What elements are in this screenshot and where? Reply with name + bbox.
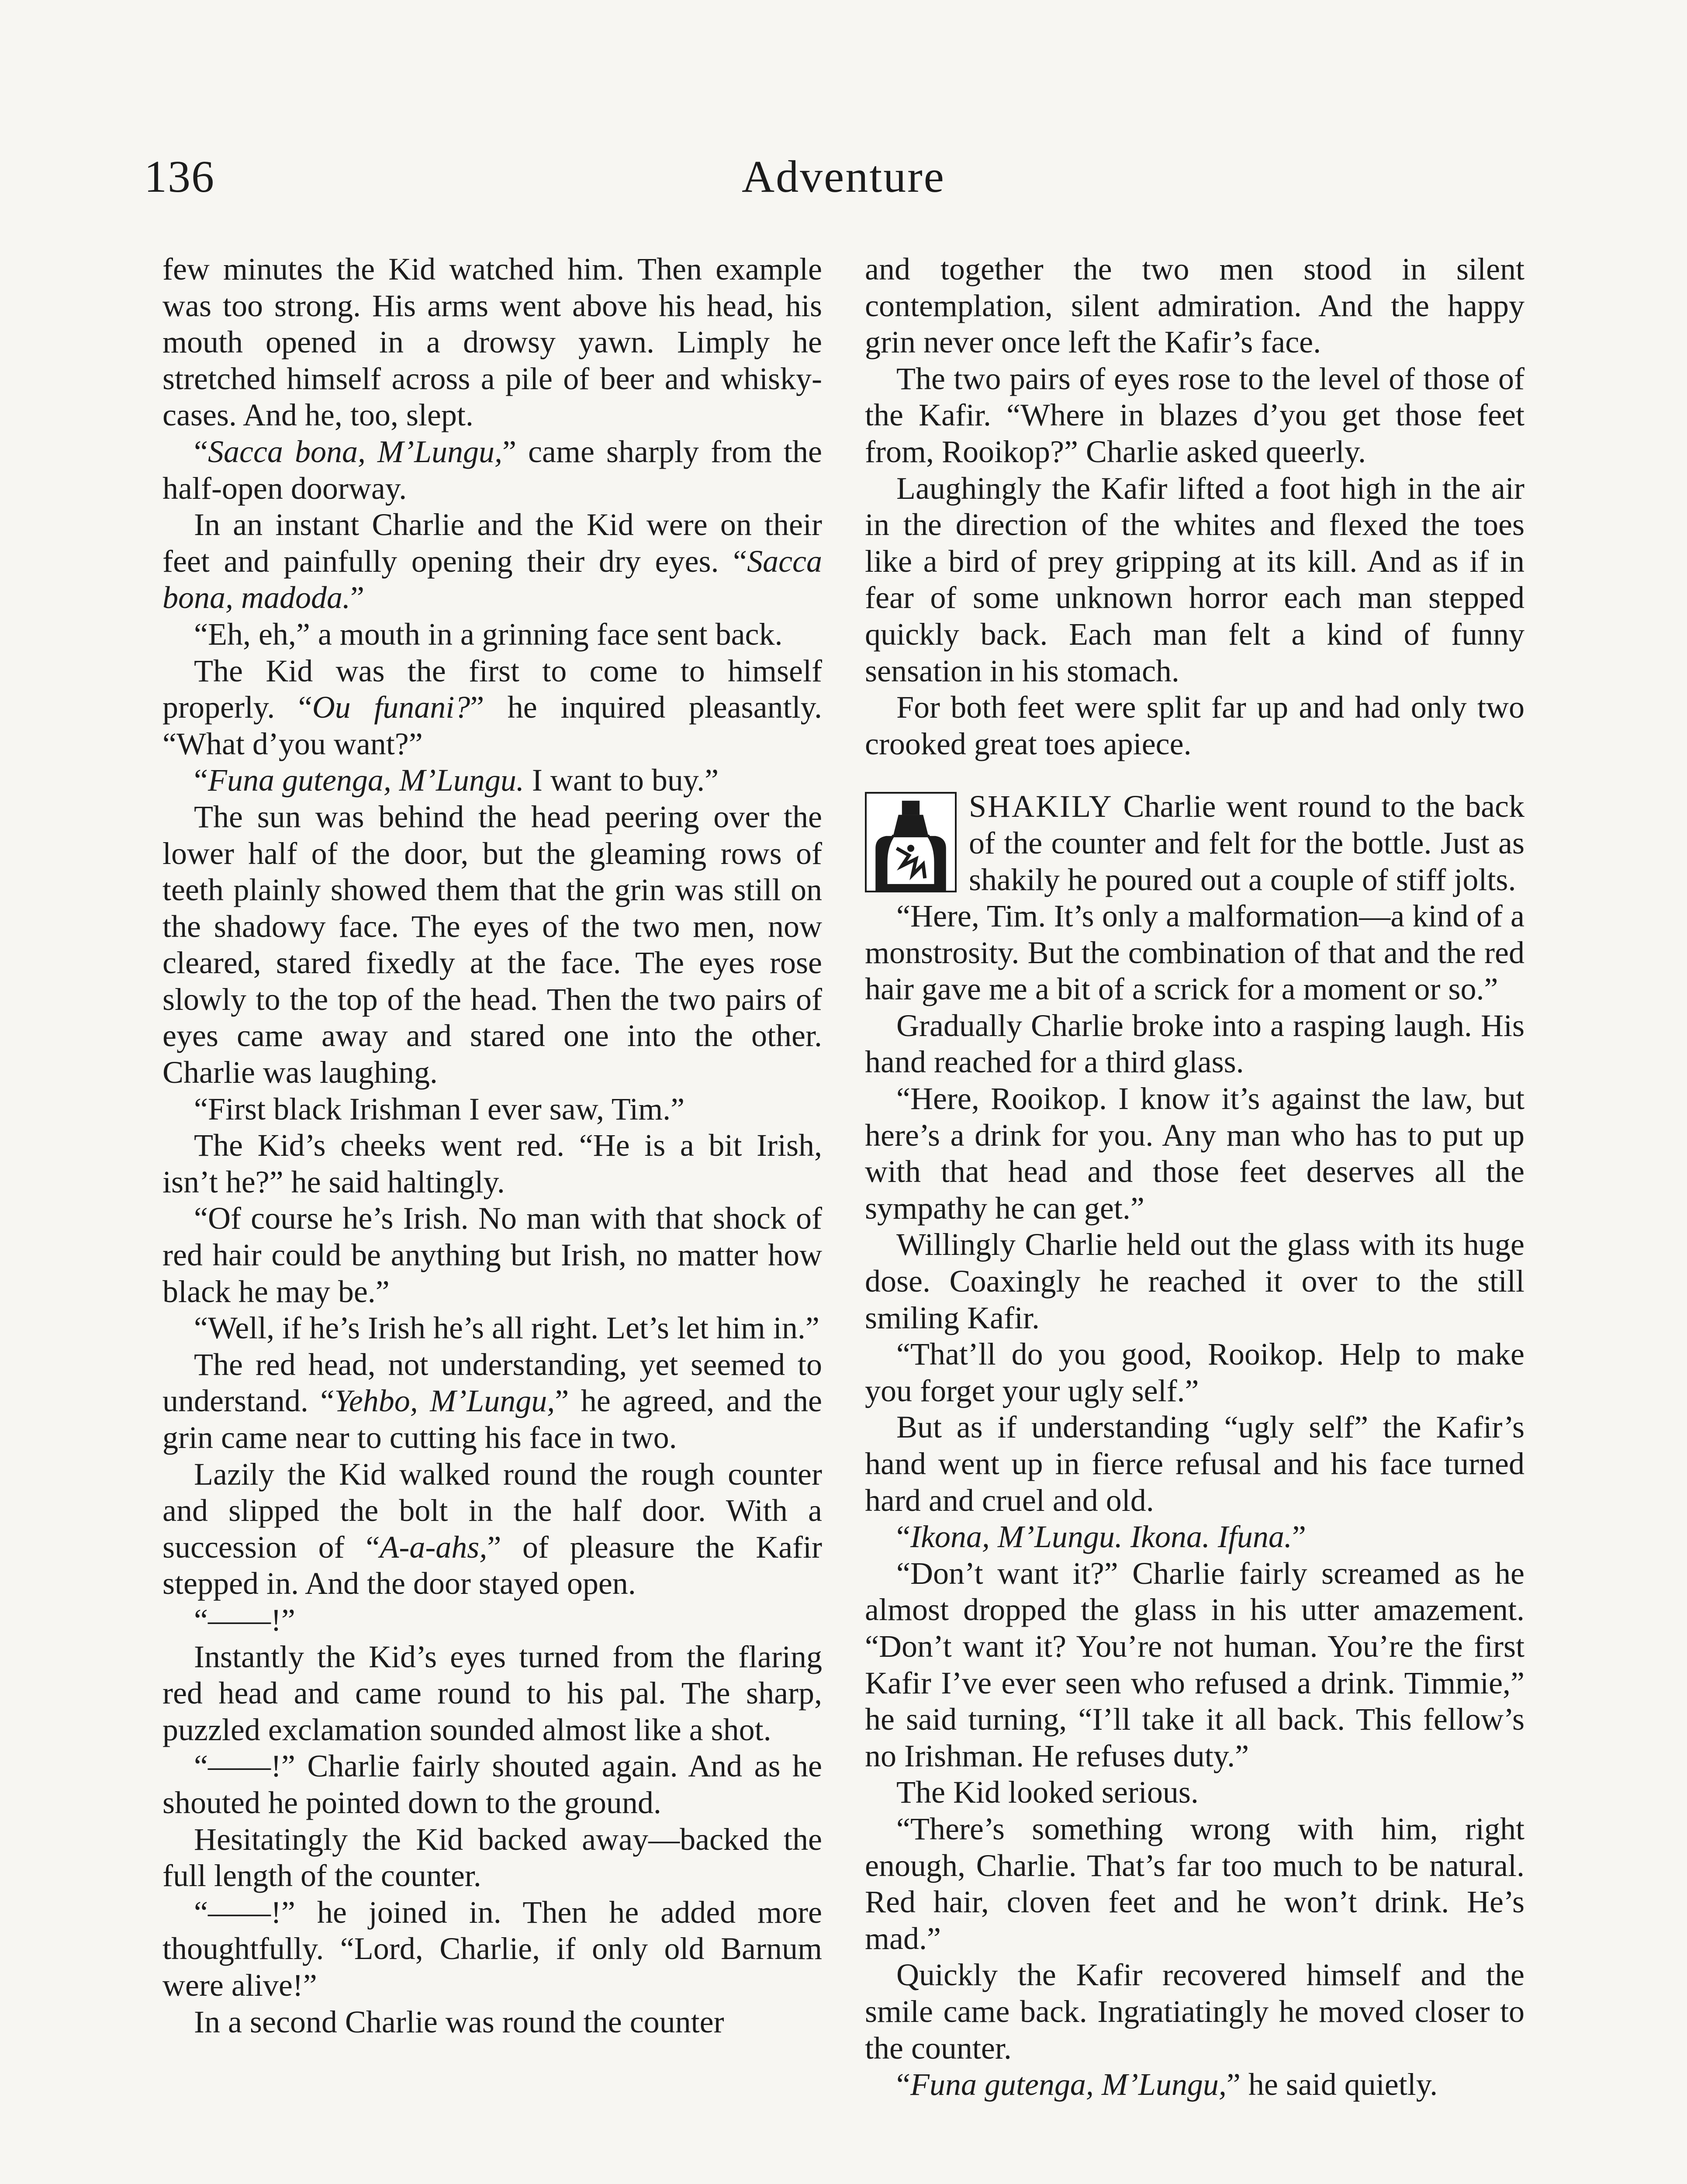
paragraph <box>162 762 822 799</box>
paragraph-text: ” of pleasure the Kafir stepped in. And the door stayed open. <box>162 1529 822 1601</box>
italic-phrase: Funa gutenga, M’Lungu, <box>910 2067 1227 2102</box>
paragraph-text: ” <box>350 580 364 615</box>
paragraph-text: “ <box>194 763 208 798</box>
paragraph-text: “That’ll do you good, Rooikop. Help to make you forget your ugly self.” <box>865 1337 1525 1408</box>
right-column-top <box>865 251 1525 762</box>
paragraph-text: I want to buy.” <box>524 763 719 798</box>
paragraph <box>162 1748 822 1821</box>
paragraph-text: Hesitatingly the Kid backed away—backed the full length of the counter. <box>162 1821 822 1894</box>
paragraph-text: “ <box>896 1519 910 1555</box>
paragraph <box>162 1091 822 1128</box>
paragraph-text: ” he said quietly. <box>1226 2067 1438 2102</box>
paragraph <box>865 1555 1525 1775</box>
paragraph-text: “ <box>896 2067 910 2102</box>
paragraph-text: Quickly the Kafir recovered himself and the smile came back. Ingratiatingly he moved closer to the counter. <box>865 1957 1525 2066</box>
paragraph-text: “First black Irishman I ever saw, Tim.” <box>194 1091 685 1127</box>
paragraph <box>865 1336 1525 1409</box>
paragraph <box>865 470 1525 690</box>
italic-phrase: Funa gutenga, M’Lungu. <box>207 763 524 798</box>
page-number: 136 <box>144 152 215 202</box>
paragraph-text: “Here, Tim. It’s only a malformation—a kind of a monstrosity. But the combination of that and the red hair gave me a bit of a scrick for a moment or so.” <box>865 898 1525 1007</box>
paragraph <box>162 1347 822 1456</box>
paragraph <box>162 616 822 653</box>
paragraph <box>162 251 822 434</box>
paragraph-text: The sun was behind the head peering over the lower half of the door, but the gleaming rows of teeth plainly showed them that the grin was still on the shadowy face. The eyes of the two men, now cleared, stared fixedly at the face. The eyes rose slowly to the top of the head. Then the two pairs of eyes came away and stared one into the other. Charlie was laughing. <box>162 799 822 1090</box>
paragraph-text: “——!” he joined in. Then he added more thoughtfully. “Lord, Charlie, if only old Barnum were alive!” <box>162 1894 822 2003</box>
paragraph-text: The red head, not understanding, yet seemed to understand. “ <box>162 1347 822 1419</box>
paragraph <box>162 1456 822 1602</box>
italic-phrase: Sacca bona, M’Lungu, <box>207 434 503 469</box>
paragraph <box>865 1811 1525 1957</box>
dropcap-lead-word: SHAKILY <box>969 789 1113 824</box>
paragraph <box>865 1081 1525 1227</box>
paragraph-text: In an instant Charlie and the Kid were on their feet and painfully opening their dry eyes. “ <box>162 507 822 579</box>
paragraph <box>162 1639 822 1749</box>
paragraph <box>865 1519 1525 1555</box>
paragraph-text: “There’s something wrong with him, right enough, Charlie. That’s far too much to be natural. Red hair, cloven feet and he won’t drink. He’s mad.” <box>865 1811 1525 1956</box>
italic-phrase: Sacca bona, madoda. <box>162 543 822 615</box>
paragraph-text: Willingly Charlie held out the glass with its huge dose. Coaxingly he reached it over to the still smiling Kafir. <box>865 1227 1525 1335</box>
paragraph <box>162 1310 822 1347</box>
paragraph-text: ” came sharply from the half-open doorway. <box>162 434 822 506</box>
paragraph-text: But as if understanding “ugly self” the Kafir’s hand went up in fierce refusal and his face turned hard and cruel and old. <box>865 1410 1525 1518</box>
paragraph-text: few minutes the Kid watched him. Then example was too strong. His arms went above his head, his mouth opened in a drowsy yawn. Limply he stretched himself across a pile of beer and whisky-cases. And he, too, slept. <box>162 252 822 433</box>
paragraph-text: Lazily the Kid walked round the rough counter and slipped the bolt in the half door. With a succession of “ <box>162 1456 822 1565</box>
paragraph <box>162 653 822 763</box>
paragraph-text: In a second Charlie was round the counter <box>194 2004 724 2039</box>
paragraph <box>865 1227 1525 1336</box>
paragraph-text: and together the two men stood in silent contemplation, silent admiration. And the happy grin never once left the Kafir’s face. <box>865 252 1525 360</box>
paragraph <box>162 434 822 507</box>
paragraph <box>865 1957 1525 2067</box>
page-header <box>144 151 1543 216</box>
paragraph-text: ” <box>1292 1519 1306 1555</box>
dropcap-paragraph <box>865 788 1525 898</box>
paragraph-text: “Of course he’s Irish. No man with that shock of red hair could be anything but Irish, no matter how black he may be.” <box>162 1201 822 1309</box>
paragraph-text: The two pairs of eyes rose to the level of those of the Kafir. “Where in blazes d’you get those feet from, Rooikop?” Charlie asked queerly. <box>865 361 1525 469</box>
paragraph <box>865 689 1525 762</box>
paragraph-text: “Eh, eh,” a mouth in a grinning face sent back. <box>194 616 783 652</box>
paragraph <box>162 2004 822 2041</box>
paragraph <box>162 1127 822 1200</box>
right-column-bottom <box>865 898 1525 2103</box>
paragraph <box>162 1602 822 1639</box>
running-title: Adventure <box>742 152 945 202</box>
paragraph <box>865 1008 1525 1081</box>
paragraph <box>162 1200 822 1310</box>
paragraph-text: ” he agreed, and the grin came near to cutting his face in two. <box>162 1383 823 1455</box>
paragraph <box>162 1821 822 1894</box>
dropcap-rest: Charlie went round to the back of the counter and felt for the bottle. Just as shakily he poured out a couple of stiff jolts. <box>969 789 1525 897</box>
italic-phrase: Ou funani? <box>312 690 470 725</box>
paragraph-text: “——!” <box>194 1602 295 1638</box>
paragraph <box>162 1894 822 2004</box>
paragraph-text: Instantly the Kid’s eyes turned from the flaring red head and came round to his pal. The sharp, puzzled exclamation sounded almost like a shot. <box>162 1639 822 1747</box>
paragraph-text: For both feet were split far up and had only two crooked great toes apiece. <box>865 690 1525 761</box>
paragraph <box>865 1774 1525 1811</box>
paragraph-text: “Well, if he’s Irish he’s all right. Let’s let him in.” <box>194 1310 819 1346</box>
paragraph <box>162 799 822 1091</box>
paragraph-text: The Kid’s cheeks went red. “He is a bit Irish, isn’t he?” he said haltingly. <box>162 1128 822 1199</box>
paragraph-text: ” he inquired pleasantly. “What d’you want?” <box>162 690 822 761</box>
paragraph-text: “Here, Rooikop. I know it’s against the law, but here’s a drink for you. Any man who has to put up with that head and those feet deserves all the sympathy he can get.” <box>865 1081 1525 1226</box>
paragraph <box>865 251 1525 361</box>
left-column <box>162 251 822 2040</box>
paragraph <box>865 898 1525 1008</box>
paragraph-text: Laughingly the Kafir lifted a foot high in the air in the direction of the whites and flexed the toes like a bird of prey gripping at its kill. And as if in fear of some unknown horror each man stepped quickly back. Each man felt a kind of funny sensation in his stomach. <box>865 470 1525 688</box>
paragraph <box>865 361 1525 470</box>
paragraph <box>162 507 822 616</box>
paragraph-text: “ <box>194 434 208 469</box>
italic-phrase: Ikona, M’Lungu. Ikona. Ifuna. <box>910 1519 1292 1555</box>
paragraph-text: “——!” Charlie fairly shouted again. And as he shouted he pointed down to the ground. <box>162 1749 822 1820</box>
paragraph-text: “Don’t want it?” Charlie fairly screamed as he almost dropped the glass in his utter amazement. “Don’t want it? You’re not human. You’re the first Kafir I’ve ever seen who refused a drink. Timmie,” he said turning, “I’ll take it all back. This fellow’s no Irishman. He refuses duty.” <box>865 1555 1525 1773</box>
right-column <box>865 251 1525 2103</box>
italic-phrase: A-a-ahs, <box>380 1529 487 1565</box>
paragraph <box>865 1409 1525 1519</box>
paragraph <box>865 2067 1525 2103</box>
italic-phrase: Yehbo, M’Lungu, <box>334 1383 555 1419</box>
ornament-bottle-icon <box>865 792 957 892</box>
paragraph-text: Gradually Charlie broke into a rasping laugh. His hand reached for a third glass. <box>865 1008 1525 1080</box>
paragraph-text: The Kid looked serious. <box>896 1775 1199 1810</box>
paragraph-text: The Kid was the first to come to himself properly. “ <box>162 653 822 725</box>
